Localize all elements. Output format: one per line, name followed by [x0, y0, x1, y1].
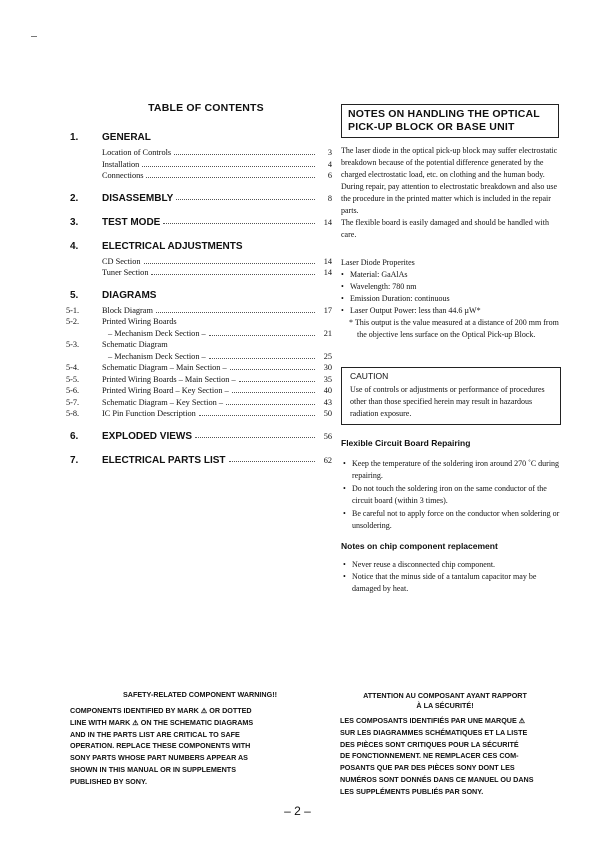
warning-line: POSANTS QUE PAR DES PIÈCES SONY DONT LES: [340, 763, 515, 773]
toc-section-number: 3.: [70, 216, 79, 228]
warning-line: LES COMPOSANTS IDENTIFIÉS PAR UNE MARQUE ⚠: [340, 716, 526, 725]
toc-item-label: Schematic Diagram – Main Section –: [102, 363, 227, 372]
list-item: • Be careful not to apply force on the conductor when soldering or unsoldering.: [343, 508, 561, 532]
toc-page-number: 4: [327, 159, 332, 169]
toc-item: [70, 256, 332, 268]
toc-item-number: 5-3.: [66, 340, 80, 349]
toc-item-label: Printed Wiring Boards: [102, 317, 177, 326]
toc-leader: [232, 385, 315, 393]
toc-section: [70, 289, 332, 303]
toc-item: [70, 328, 332, 340]
laser-prop-item: • Material: GaAlAs: [341, 269, 561, 281]
toc-item: [66, 316, 332, 328]
toc-item-number: 5-1.: [66, 305, 80, 315]
toc-page-number: 14: [323, 217, 332, 227]
toc-item-number: 5-7.: [66, 397, 80, 407]
toc-leader: [230, 362, 315, 370]
toc-section-number: 6.: [70, 430, 79, 442]
toc-item: [66, 397, 332, 409]
toc-item-entry: [102, 397, 332, 409]
toc-item: [70, 159, 332, 171]
toc-item-label: Schematic Diagram: [102, 340, 168, 349]
toc-section-entry: [102, 454, 332, 468]
toc-item-label: CD Section: [102, 256, 141, 266]
toc-section-number: 2.: [70, 192, 79, 204]
toc-section-number: 7.: [70, 454, 79, 466]
toc-leader: [174, 147, 315, 155]
toc-item-label: Location of Controls: [102, 148, 172, 157]
flex-board-list: [343, 458, 561, 533]
toc-page-number: 3: [327, 148, 332, 157]
toc-item-label: Printed Wiring Boards – Main Section –: [102, 374, 236, 384]
warning-line: NUMÉROS SONT DONNÉS DANS CE MANUEL OU DANS: [340, 774, 534, 784]
notes-title-line: PICK-UP BLOCK OR BASE UNIT: [348, 121, 515, 133]
toc-leader: [229, 454, 315, 462]
toc-section-entry: [102, 216, 332, 230]
caution-text: Use of controls or adjustments or performance of procedures other than those specified herein may result in hazardous radiation exposure.: [350, 385, 545, 418]
toc-section-entry: [102, 289, 332, 303]
toc-leader: [144, 256, 316, 264]
notes-paragraph: The flexible board is easily damaged and should be handled with care.: [341, 218, 549, 239]
toc-page-number: 14: [323, 256, 332, 266]
chip-notes-list: [343, 559, 561, 595]
safety-warning-title-en: SAFETY-RELATED COMPONENT WARNING!!: [123, 690, 277, 699]
toc-item-entry: [102, 339, 332, 351]
chip-notes-heading: Notes on chip component replacement: [341, 541, 498, 551]
toc-page-number: 14: [323, 268, 332, 277]
toc-page-number: 25: [323, 351, 332, 361]
warning-line: LES SUPPLÉMENTS PUBLIÉS PAR SONY.: [340, 786, 484, 796]
toc-section-entry: [102, 192, 332, 206]
toc-section-title: ELECTRICAL ADJUSTMENTS: [102, 240, 243, 252]
toc-section-title: DIAGRAMS: [102, 289, 157, 301]
toc-page-number: 62: [323, 455, 332, 465]
notes-title-box: [341, 104, 559, 138]
laser-output-note: * This output is the value measured at a distance of 200 mm from the objective lens surface on the Optical Pick-up Block.: [349, 318, 559, 339]
laser-prop-item: • Laser Output Power: less than 44.6 µW*: [341, 305, 561, 317]
notes-title: [348, 108, 552, 134]
toc-item-label: Tuner Section: [102, 268, 149, 277]
toc-leader: [209, 328, 315, 336]
toc-item-number: 5-2.: [66, 317, 80, 326]
toc-section-title: EXPLODED VIEWS: [102, 430, 193, 442]
toc-item-number: 5-4.: [66, 363, 80, 372]
notes-title-line: NOTES ON HANDLING THE OPTICAL: [348, 108, 540, 120]
toc-section: [70, 454, 332, 468]
toc-item-entry: [102, 385, 332, 397]
scan-mark: [31, 36, 37, 37]
toc-leader: [176, 192, 315, 200]
toc-item-entry: [102, 362, 332, 374]
laser-prop-item: • Emission Duration: continuous: [341, 293, 561, 305]
warning-line: COMPONENTS IDENTIFIED BY MARK ⚠ OR DOTTED: [70, 706, 252, 715]
notes-paragraph: The laser diode in the optical pick-up block may suffer electrostatic breakdown because of the potential difference generated by the charged electrostatic load, etc. on clothing and the human body.: [341, 146, 558, 179]
toc-item: [70, 351, 332, 363]
warning-line: PUBLISHED BY SONY.: [70, 776, 147, 786]
toc-item-label: Block Diagram: [102, 305, 153, 315]
laser-prop-item: • Wavelength: 780 nm: [341, 281, 561, 293]
warning-line: DES PIÈCES SONT CRITIQUES POUR LA SÉCURITÉ: [340, 739, 519, 749]
toc-item-entry: [102, 305, 332, 317]
toc-item-entry: [102, 170, 332, 182]
toc-leader: [146, 170, 315, 178]
warning-line: OPERATION. REPLACE THESE COMPONENTS WITH: [70, 741, 251, 751]
caution-title: CAUTION: [350, 371, 389, 381]
toc-item-entry: [102, 374, 332, 386]
safety-warning-text-en: [70, 705, 294, 788]
toc-item: [66, 339, 332, 351]
toc-section: [70, 430, 332, 444]
toc-item-entry: [102, 256, 332, 268]
toc-section-entry: [102, 240, 332, 254]
toc-item: [66, 408, 332, 420]
toc-section-title: DISASSEMBLY: [102, 192, 174, 204]
toc-item-entry: [102, 267, 332, 279]
list-item: • Keep the temperature of the soldering iron around 270 ˚C during repairing.: [343, 458, 561, 482]
toc-item-label: IC Pin Function Description: [102, 409, 196, 418]
toc-item: [66, 305, 332, 317]
laser-properties: [341, 257, 561, 341]
toc-item-label: – Mechanism Deck Section –: [108, 351, 206, 361]
toc-page-number: 30: [323, 363, 332, 372]
toc-section-entry: [102, 430, 332, 444]
toc-item: [70, 170, 332, 182]
warning-line: SONY PARTS WHOSE PART NUMBERS APPEAR AS: [70, 753, 248, 763]
toc-section: [70, 131, 332, 145]
notes-paragraph: During repair, pay attention to electrostatic breakdown and also use the procedure in the printed matter which is included in the repair parts.: [341, 182, 558, 215]
flex-board-heading: Flexible Circuit Board Repairing: [341, 438, 471, 448]
toc-item-entry: [102, 147, 332, 159]
toc-item: [70, 267, 332, 279]
toc-leader: [239, 374, 315, 382]
toc-item-label: Connections: [102, 171, 144, 180]
toc-title: TABLE OF CONTENTS: [148, 102, 264, 114]
warning-title-line: À LA SÉCURITÉ!: [416, 701, 474, 710]
toc-section-number: 5.: [70, 289, 79, 301]
toc-leader: [195, 430, 315, 438]
toc-page-number: 35: [323, 374, 332, 384]
toc-leader: [142, 159, 315, 167]
warning-line: SUR LES DIAGRAMMES SCHÉMATIQUES ET LA LISTE: [340, 727, 528, 737]
toc-item-entry: [102, 316, 332, 328]
toc-section: [70, 192, 332, 206]
caution-box: [341, 367, 561, 425]
toc-section: [70, 216, 332, 230]
toc-page-number: 21: [323, 328, 332, 338]
toc-page-number: 56: [323, 431, 332, 441]
toc-section-title: TEST MODE: [102, 216, 161, 228]
toc-leader: [156, 305, 315, 313]
toc-section-number: 1.: [70, 132, 79, 143]
page-number: – 2 –: [284, 804, 311, 818]
toc-item-number: 5-8.: [66, 409, 80, 418]
toc-item-label: Installation: [102, 159, 140, 169]
toc-item: [66, 374, 332, 386]
toc-item-entry: [108, 351, 332, 363]
toc-leader: [151, 267, 315, 275]
warning-line: LINE WITH MARK ⚠ ON THE SCHEMATIC DIAGRAMS: [70, 717, 254, 727]
toc-section-entry: [102, 131, 332, 145]
toc-item-entry: [102, 408, 332, 420]
toc-item-label: Printed Wiring Board – Key Section –: [102, 386, 229, 395]
toc-item-label: Schematic Diagram – Key Section –: [102, 397, 223, 407]
warning-line: DE FONCTIONNEMENT. NE REMPLACER CES COM-: [340, 751, 519, 761]
toc-item-entry: [108, 328, 332, 340]
laser-props-title: Laser Diode Properites: [341, 258, 415, 267]
toc-item: [66, 362, 332, 374]
warning-line: AND IN THE PARTS LIST ARE CRITICAL TO SAFE: [70, 729, 240, 739]
toc-page-number: 43: [323, 397, 332, 407]
laser-diode-notes: [341, 145, 561, 241]
toc-page-number: 50: [323, 409, 332, 418]
toc-section: [70, 240, 332, 254]
toc-leader: [209, 351, 315, 359]
toc-leader: [226, 397, 315, 405]
toc-section-number: 4.: [70, 240, 79, 252]
toc-page-number: 8: [327, 193, 332, 203]
table-of-contents: [66, 102, 332, 468]
list-item: • Notice that the minus side of a tantalum capacitor may be damaged by heat.: [343, 571, 561, 595]
toc-page-number: 40: [323, 386, 332, 395]
toc-body: [66, 131, 332, 468]
warning-line: SHOWN IN THIS MANUAL OR IN SUPPLEMENTS: [70, 764, 236, 774]
toc-item-entry: [102, 159, 332, 171]
toc-section-title: GENERAL: [102, 132, 151, 143]
safety-warning-title-fr: [340, 691, 550, 711]
toc-page-number: 6: [327, 171, 332, 180]
toc-item-number: 5-5.: [66, 374, 80, 384]
toc-section-title: ELECTRICAL PARTS LIST: [102, 454, 226, 466]
toc-item: [66, 385, 332, 397]
safety-warning-text-fr: [340, 715, 560, 798]
toc-page-number: 17: [323, 305, 332, 315]
toc-leader: [199, 408, 315, 416]
warning-title-line: ATTENTION AU COMPOSANT AYANT RAPPORT: [363, 691, 527, 700]
toc-item-label: – Mechanism Deck Section –: [108, 328, 206, 338]
list-item: • Never reuse a disconnected chip component.: [343, 559, 561, 571]
toc-item-number: 5-6.: [66, 386, 80, 395]
list-item: • Do not touch the soldering iron on the same conductor of the circuit board (within 3 times).: [343, 483, 561, 507]
toc-item: [70, 147, 332, 159]
toc-leader: [163, 216, 315, 224]
